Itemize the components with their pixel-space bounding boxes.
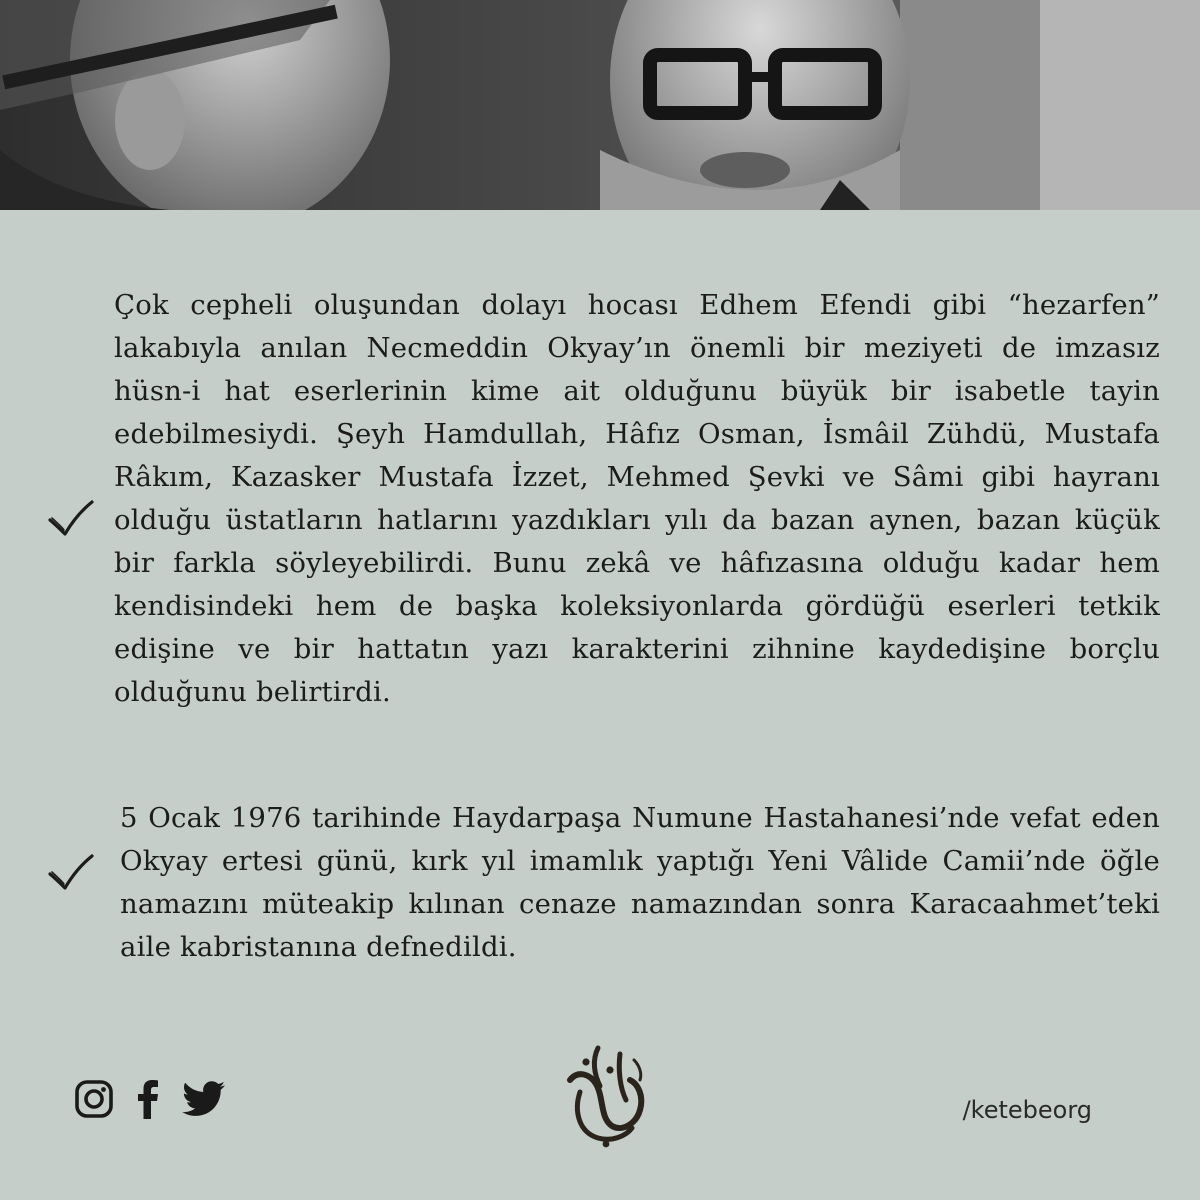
paragraph-text: Çok cepheli oluşundan dolayı hocası Edhem Efendi gibi “hezarfen” lakabıyla anılan Necmeddin Okyay’ın önemli bir meziyeti de imzasız hüsn-i hat eserlerinin kime ait olduğunu büyük bir isabetle tayin edebilmesiydi. Şeyh Hamdullah, Hâfız Osman, İsmâil Zühdü, Mustafa Râkım, Kazasker Mustafa İzzet, Mehmed Şevki ve Sâmi gibi hayranı olduğu üstatların hatlarını yazdıkları yılı da bazan aynen, bazan küçük bir farkla söyleyebilirdi. Bunu zekâ ve hâfızasına olduğu kadar hem kendisindeki hem de başka koleksiyonlarda gördüğü eserleri tetkik edişine ve bir hattatın yazı karakterini zihnine kaydedişine borçlu olduğunu belirtirdi.	[114, 289, 1160, 708]
facebook-icon[interactable]	[136, 1079, 160, 1123]
social-handle[interactable]: /ketebeorg	[962, 1096, 1092, 1124]
header-photo	[0, 0, 1200, 210]
social-icons	[74, 1080, 226, 1122]
checkmark-icon	[46, 498, 96, 540]
instagram-icon[interactable]	[74, 1079, 114, 1123]
paragraph-text: 5 Ocak 1976 tarihinde Haydarpaşa Numune Hastahanesi’nde vefat eden Okyay ertesi günü, kırk yıl imamlık yaptığı Yeni Vâlide Camii’nde öğle namazını müteakip kılınan cenaze namazından sonra Karacaahmet’teki aile kabristanına defnedildi.	[120, 802, 1160, 963]
twitter-icon[interactable]	[182, 1081, 226, 1121]
checkmark-icon	[46, 852, 96, 894]
ketebe-logo	[560, 1040, 655, 1150]
